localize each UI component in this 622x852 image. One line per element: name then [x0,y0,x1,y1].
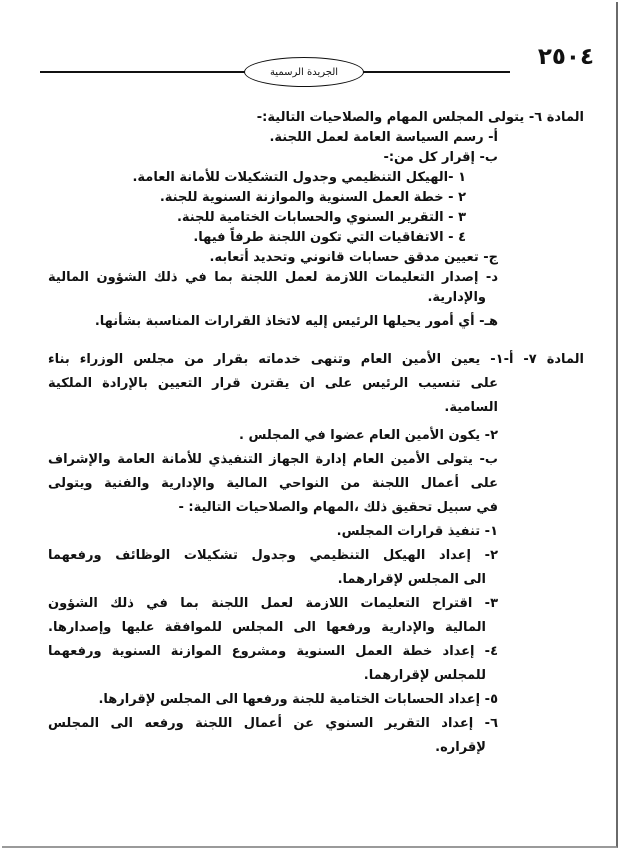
gazette-title: الجريدة الرسمية [269,66,339,78]
article-7-item-b2-line2: الى المجلس لإقرارهما. [337,572,486,587]
gazette-title-badge [244,57,364,87]
article-7-heading-line2: على تنسيب الرئيس على ان يقترن قرار التعيين بالإرادة الملكية [48,376,498,391]
article-6-item-b3: ٣ - التقرير السنوي والحسابات الختامية للجنة. [176,210,466,225]
article-7-item-b6-line2: لإقراره. [435,740,486,755]
article-6-item-b: ب- إقرار كل من:- [383,150,498,165]
article-7-item-b3-line2: المالية والإدارية ورفعها الى المجلس للموافقة عليها وإصدارها. [48,620,486,635]
document-body [48,108,586,758]
article-7-heading-line1: المادة ٧- أ-١- يعين الأمين العام وتنهى خدماته بقرار من مجلس الوزراء بناء [48,352,584,367]
article-7-item-a2: ٢- يكون الأمين العام عضوا في المجلس . [239,428,498,443]
article-7-item-b1: ١- تنفيذ قرارات المجلس. [336,524,498,539]
article-6-item-c: ج- تعيين مدقق حسابات قانوني وتحديد أتعابه. [209,250,498,265]
article-6-item-b4: ٤ - الاتفاقيات التي تكون اللجنة طرفاً فيها. [193,230,466,245]
article-6-item-b1: ١ -الهيكل التنظيمي وجدول التشكيلات للأمانة العامة. [132,170,466,185]
article-6-item-e: هـ- أي أمور يحيلها الرئيس إليه لاتخاذ القرارات المناسبة بشأنها. [94,314,498,329]
article-7-item-b2-line1: ٢- إعداد الهيكل التنظيمي وجدول تشكيلات الوظائف ورفعهما [48,548,498,563]
article-7-item-b-line2: على أعمال اللجنة من النواحي المالية والإدارية والفنية ويتولى [48,476,498,491]
article-7-item-b4-line1: ٤- إعداد خطة العمل السنوية ومشروع الموازنة السنوية ورفعهما [48,644,498,659]
article-7-item-b3-line1: ٣- اقتراح التعليمات اللازمة لعمل اللجنة بما في ذلك الشؤون [48,596,498,611]
article-gap [48,332,586,350]
article-7-item-b-line3: في سبيل تحقيق ذلك ،المهام والصلاحيات التالية: - [178,500,498,515]
article-6-item-a: أ- رسم السياسة العامة لعمل اللجنة. [269,130,498,145]
article-7-item-b-line1: ب- يتولى الأمين العام إدارة الجهاز التنفيذي للأمانة العامة والإشراف [48,452,498,467]
article-6-heading: المادة ٦- يتولى المجلس المهام والصلاحيات التالية:- [256,110,584,125]
page-number: ٢٥٠٤ [537,44,594,70]
article-7-heading-line3: السامية. [444,400,498,415]
article-7-item-b5: ٥- إعداد الحسابات الختامية للجنة ورفعها الى المجلس لإقرارها. [98,692,498,707]
article-6-item-d-line1: د- إصدار التعليمات اللازمة لعمل اللجنة بما في ذلك الشؤون المالية [48,270,498,285]
article-6-item-d-line2: والإدارية. [427,290,486,305]
article-7-item-b6-line1: ٦- إعداد التقرير السنوي عن أعمال اللجنة ورفعه الى المجلس [48,716,498,731]
article-6-item-b2: ٢ - خطة العمل السنوية والموازنة السنوية للجنة. [159,190,466,205]
article-7-item-b4-line2: للمجلس لإقرارهما. [363,668,486,683]
